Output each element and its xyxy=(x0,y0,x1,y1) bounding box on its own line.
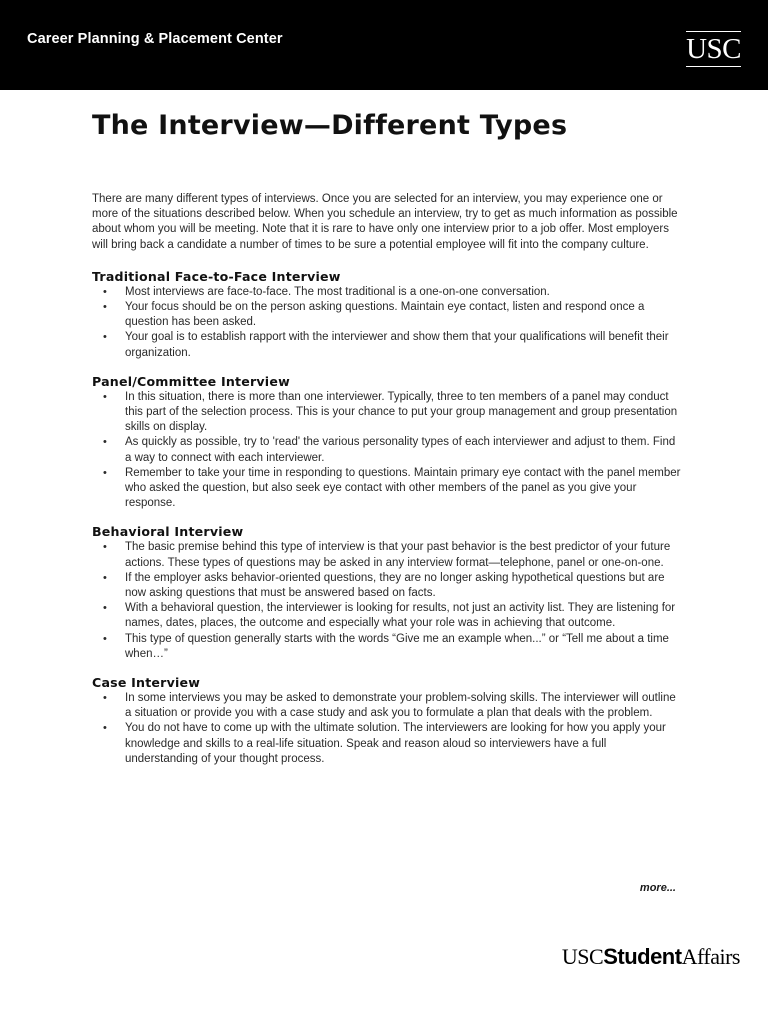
list-item-text: Your goal is to establish rapport with the interviewer and show them that your qualifications will benefit their organization. xyxy=(125,331,669,359)
section-heading-behavioral: Behavioral Interview xyxy=(92,524,244,540)
section-heading-case: Case Interview xyxy=(92,675,201,691)
list-item xyxy=(92,466,682,512)
intro-paragraph: There are many different types of interviews. Once you are selected for an interview, you may experience one or more of the situations described below. When you schedule an interview, try to get as much information as possible about whom you will be meeting. Note that it is rare to have only one interview prior to a job offer. Most employers will bring back a candidate a number of times to be sure a potential employee will fit into the company culture. xyxy=(92,193,678,251)
list-item-text: With a behavioral question, the interviewer is looking for results, not just an activity list. They are listening for names, dates, places, the outcome and especially what your role was in achieving that outcome. xyxy=(125,602,676,630)
bullet-icon: • xyxy=(103,602,107,615)
list-item xyxy=(92,285,682,300)
bullet-icon: • xyxy=(103,285,107,298)
section-heading-traditional: Traditional Face-to-Face Interview xyxy=(92,268,341,284)
bullet-list-behavioral xyxy=(92,540,682,662)
section-heading-panel: Panel/Committee Interview xyxy=(92,373,290,389)
more-link[interactable]: more... xyxy=(639,882,676,894)
list-item-text: This type of question generally starts with the words “Give me an example when...” or “Tell me about a time when…” xyxy=(125,632,669,660)
list-item-text: You do not have to come up with the ultimate solution. The interviewers are looking for how you apply your knowledge and skills to a real-life situation. Speak and reason aloud so interviewers have a full understanding of your thought process. xyxy=(125,722,666,765)
list-item xyxy=(92,632,682,662)
list-item-text: Most interviews are face-to-face. The most traditional is a one-on-one conversation. xyxy=(125,285,550,298)
list-item xyxy=(92,330,682,360)
bullet-icon: • xyxy=(103,692,107,705)
list-item xyxy=(92,721,682,767)
list-item xyxy=(92,300,682,330)
page-title: The Interview—Different Types xyxy=(92,110,568,141)
bullet-icon: • xyxy=(103,436,107,449)
org-name: Career Planning & Placement Center xyxy=(27,31,283,47)
bullet-list-panel xyxy=(92,390,682,512)
list-item xyxy=(92,601,682,631)
bullet-icon: • xyxy=(103,466,107,479)
list-item xyxy=(92,540,682,570)
usc-logo: USC xyxy=(686,33,741,65)
bullet-icon: • xyxy=(103,722,107,735)
list-item xyxy=(92,691,682,721)
list-item-text: As quickly as possible, try to 'read' the various personality types of each interviewer and adjust to them. Find a way to connect with each interviewer. xyxy=(125,436,676,464)
list-item-text: If the employer asks behavior-oriented questions, they are no longer asking hypothetical questions but are now asking questions that must be answered based on facts. xyxy=(125,571,665,600)
list-item xyxy=(92,390,682,436)
list-item-text: In this situation, there is more than one interviewer. Typically, three to ten members of a panel may conduct this part of the selection process. This is your chance to put your group management and group presentation skills on display. xyxy=(125,390,678,434)
bullet-icon: • xyxy=(103,390,107,403)
bullet-list-case xyxy=(92,691,682,767)
list-item xyxy=(92,571,682,601)
list-item-text: The basic premise behind this type of interview is that your past behavior is the best predictor of your future actions. These types of questions may be asked in any interview format—telephone, panel or one-on-one. xyxy=(125,541,671,569)
usc-student-affairs-logo xyxy=(562,944,740,970)
footer-logo-usc: USC xyxy=(561,944,604,969)
list-item-text: Your focus should be on the person asking questions. Maintain eye contact, listen and respond once a question has been asked. xyxy=(125,301,645,329)
bullet-icon: • xyxy=(103,331,107,344)
list-item xyxy=(92,435,682,465)
list-item-text: Remember to take your time in responding to questions. Maintain primary eye contact with the panel member who asked the question, but also seek eye contact with other members of the panel as you give your response. xyxy=(125,466,681,510)
header-bar xyxy=(0,0,768,90)
footer-logo-student: Student xyxy=(603,944,682,969)
bullet-list-traditional xyxy=(92,285,682,361)
footer-logo-affairs: Affairs xyxy=(681,944,740,969)
bullet-icon: • xyxy=(103,541,107,554)
bullet-icon: • xyxy=(103,301,107,314)
bullet-icon: • xyxy=(103,571,107,584)
document-body xyxy=(92,192,682,780)
list-item-text: In some interviews you may be asked to demonstrate your problem-solving skills. The interviewer will outline a situation or provide you with a case study and ask you to formulate a plan that deals with the problem. xyxy=(125,692,676,720)
bullet-icon: • xyxy=(103,632,107,645)
